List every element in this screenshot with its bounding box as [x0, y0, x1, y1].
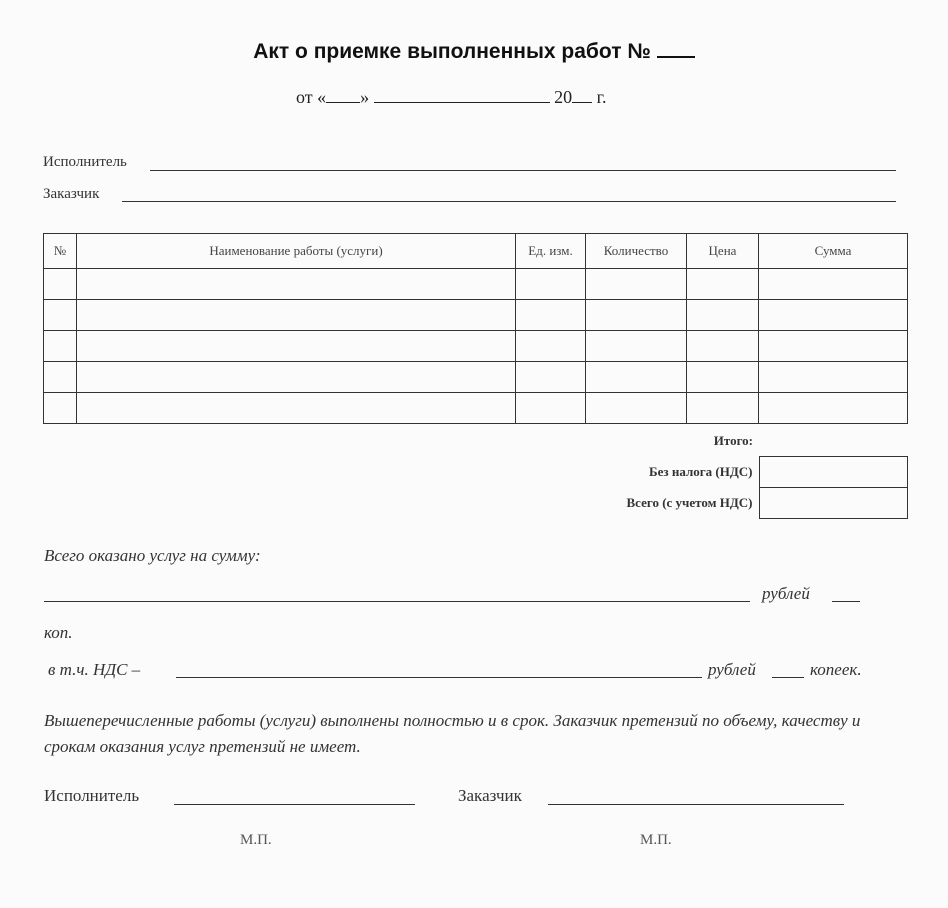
table-cell[interactable] — [44, 393, 77, 424]
date-prefix: от « — [296, 87, 327, 107]
performer-label: Исполнитель — [43, 154, 127, 170]
table-cell[interactable] — [44, 362, 77, 393]
customer-label: Заказчик — [43, 186, 100, 202]
without-vat-value[interactable] — [759, 457, 907, 488]
col-number-header: № — [44, 234, 77, 269]
totals-row — [530, 457, 907, 488]
performer-signature-label: Исполнитель — [44, 786, 140, 805]
table-cell[interactable] — [516, 362, 586, 393]
table-cell[interactable] — [687, 300, 759, 331]
year-blank[interactable] — [572, 86, 592, 103]
table-cell[interactable] — [586, 269, 687, 300]
table-cell[interactable] — [586, 393, 687, 424]
customer-field[interactable] — [122, 201, 896, 202]
seal-right: М.П. — [640, 832, 672, 848]
vat-kop-blank[interactable] — [772, 677, 804, 678]
totals-row — [530, 426, 907, 457]
table-cell[interactable] — [77, 269, 516, 300]
col-sum-header: Сумма — [759, 234, 908, 269]
table-cell[interactable] — [516, 393, 586, 424]
performer-signature-line[interactable] — [174, 804, 415, 805]
table-cell[interactable] — [44, 300, 77, 331]
date-line — [296, 86, 607, 108]
col-unit-header: Ед. изм. — [516, 234, 586, 269]
without-vat-label: Без налога (НДС) — [649, 464, 753, 479]
year-prefix: 20 — [554, 87, 573, 107]
day-blank[interactable] — [326, 86, 360, 103]
table-cell[interactable] — [687, 362, 759, 393]
total-value[interactable] — [759, 426, 907, 457]
kopeks-label: копеек. — [810, 660, 862, 679]
act-number-blank[interactable] — [657, 38, 695, 58]
statement-paragraph: Вышеперечисленные работы (услуги) выполнены полностью и в срок. Заказчик претензий по объему, качеству и срокам оказания услуг претензий не имеет. — [44, 711, 861, 756]
vat-rubles-label: рублей — [708, 660, 756, 679]
kop-label: коп. — [44, 623, 73, 642]
table-cell[interactable] — [687, 331, 759, 362]
total-label: Итого: — [713, 433, 753, 449]
table-cell[interactable] — [44, 269, 77, 300]
performer-field[interactable] — [150, 170, 896, 171]
table-cell[interactable] — [586, 362, 687, 393]
table-header-row — [44, 234, 908, 269]
table-cell[interactable] — [77, 362, 516, 393]
rubles-kop-blank[interactable] — [832, 601, 860, 602]
table-cell[interactable] — [516, 331, 586, 362]
with-vat-label: Всего (с учетом НДС) — [626, 495, 753, 510]
col-name-header: Наименование работы (услуги) — [77, 234, 516, 269]
year-suffix: г. — [596, 87, 607, 107]
table-cell[interactable] — [77, 393, 516, 424]
table-row — [44, 269, 908, 300]
customer-signature-line[interactable] — [548, 804, 844, 805]
works-table — [43, 233, 908, 424]
table-row — [44, 300, 908, 331]
table-cell[interactable] — [516, 300, 586, 331]
col-quantity-header: Количество — [586, 234, 687, 269]
table-row — [44, 362, 908, 393]
rubles-label: рублей — [762, 584, 810, 603]
table-cell[interactable] — [759, 300, 908, 331]
table-cell[interactable] — [687, 393, 759, 424]
date-quote-close: » — [360, 87, 370, 107]
table-cell[interactable] — [77, 331, 516, 362]
table-row — [44, 393, 908, 424]
table-cell[interactable] — [759, 362, 908, 393]
title-text: Акт о приемке выполненных работ № — [253, 40, 651, 63]
col-price-header: Цена — [687, 234, 759, 269]
month-blank[interactable] — [374, 86, 550, 103]
table-cell[interactable] — [77, 300, 516, 331]
vat-field[interactable] — [176, 677, 702, 678]
table-row — [44, 331, 908, 362]
table-cell[interactable] — [759, 269, 908, 300]
totals-table — [530, 426, 908, 519]
table-cell[interactable] — [687, 269, 759, 300]
table-cell[interactable] — [759, 393, 908, 424]
seal-left: М.П. — [240, 832, 272, 848]
sum-words-field[interactable] — [44, 601, 750, 602]
sum-heading: Всего оказано услуг на сумму: — [44, 546, 261, 565]
table-cell[interactable] — [44, 331, 77, 362]
table-cell[interactable] — [759, 331, 908, 362]
document-title — [0, 38, 948, 64]
totals-row — [530, 488, 907, 519]
table-cell[interactable] — [586, 331, 687, 362]
table-cell[interactable] — [586, 300, 687, 331]
with-vat-value[interactable] — [759, 488, 907, 519]
customer-signature-label: Заказчик — [458, 786, 522, 805]
vat-prefix: в т.ч. НДС – — [48, 660, 141, 679]
table-cell[interactable] — [516, 269, 586, 300]
